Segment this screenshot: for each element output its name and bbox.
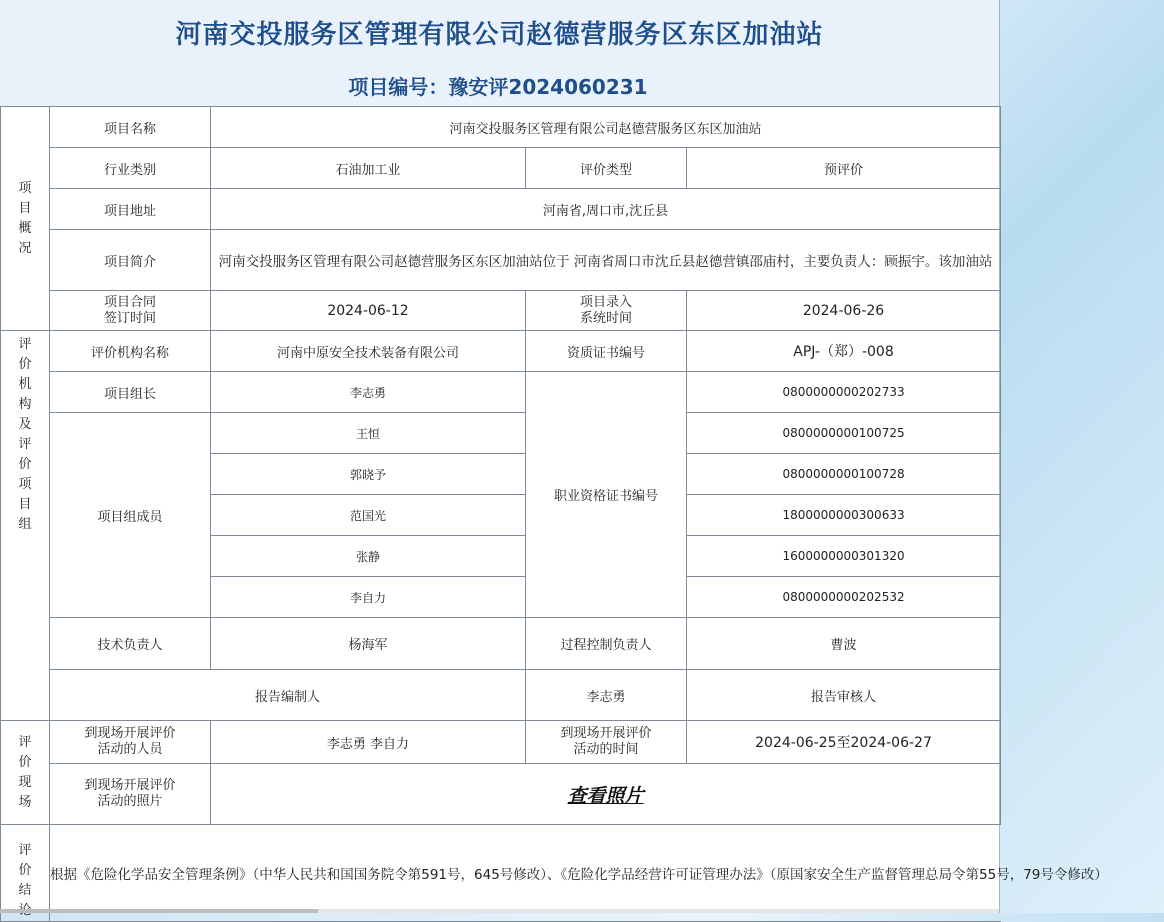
qualification-label: 职业资格证书编号 xyxy=(526,372,687,618)
member-name: 范国光 xyxy=(211,495,526,536)
site-time-label: 到现场开展评价 活动的时间 xyxy=(526,721,687,764)
member-name: 郭晓予 xyxy=(211,454,526,495)
row-conclusion xyxy=(1,825,1001,922)
section-org: 评 价 机 构 及 评 价 项 目 组 xyxy=(1,331,50,721)
member-name: 李自力 xyxy=(211,577,526,618)
project-name-label: 项目名称 xyxy=(50,107,211,148)
org-name-value: 河南中原安全技术装备有限公司 xyxy=(211,331,526,372)
industry-value: 石油加工业 xyxy=(211,148,526,189)
entry-date-label: 项目录入 系统时间 xyxy=(526,291,687,331)
entry-date-value: 2024-06-26 xyxy=(687,291,1001,331)
tech-lead-label: 技术负责人 xyxy=(50,618,211,670)
org-name-label: 评价机构名称 xyxy=(50,331,211,372)
leader-name: 李志勇 xyxy=(211,372,526,413)
intro-value: 河南交投服务区管理有限公司赵德营服务区东区加油站位于 河南省周口市沈丘县赵德营镇邵庙村，主要负责人：顾振宇。该加油站 xyxy=(211,230,1001,291)
leader-cert: 0800000000202733 xyxy=(687,372,1001,413)
leader-label: 项目组长 xyxy=(50,372,211,413)
scrollbar-thumb[interactable] xyxy=(0,909,318,913)
row-tech xyxy=(1,618,1001,670)
section-conclusion: 评 价 结 xyxy=(1,825,50,922)
cert-label: 资质证书编号 xyxy=(526,331,687,372)
row-site-people xyxy=(1,721,1001,764)
member-name: 张静 xyxy=(211,536,526,577)
member-cert: 0800000000100728 xyxy=(687,454,1001,495)
eval-type-label: 评价类型 xyxy=(526,148,687,189)
report-reviewer-label: 报告审核人 xyxy=(687,670,1001,721)
contract-date-value: 2024-06-12 xyxy=(211,291,526,331)
address-value: 河南省,周口市,沈丘县 xyxy=(211,189,1001,230)
site-time-value: 2024-06-25至2024-06-27 xyxy=(687,721,1001,764)
member-row xyxy=(1,413,1001,454)
eval-type-value: 预评价 xyxy=(687,148,1001,189)
process-lead-value: 曹波 xyxy=(687,618,1001,670)
member-name: 王恒 xyxy=(211,413,526,454)
site-photo-label: 到现场开展评价 活动的照片 xyxy=(50,764,211,825)
industry-label: 行业类别 xyxy=(50,148,211,189)
project-name-value: 河南交投服务区管理有限公司赵德营服务区东区加油站 xyxy=(211,107,1001,148)
member-cert: 1600000000301320 xyxy=(687,536,1001,577)
row-project-name xyxy=(1,107,1001,148)
view-photos-link[interactable]: 查看照片 xyxy=(567,784,644,807)
horizontal-scrollbar[interactable] xyxy=(0,909,999,913)
address-label: 项目地址 xyxy=(50,189,211,230)
process-lead-label: 过程控制负责人 xyxy=(526,618,687,670)
report-author-label: 报告编制人 xyxy=(50,670,526,721)
section-overview: 项 目 概 况 xyxy=(1,107,50,331)
member-cert: 0800000000100725 xyxy=(687,413,1001,454)
row-report xyxy=(1,670,1001,721)
member-cert: 0800000000202532 xyxy=(687,577,1001,618)
members-label: 项目组成员 xyxy=(50,413,211,618)
project-number: 项目编号：豫安评2024060231 xyxy=(348,75,648,99)
report-author-value: 李志勇 xyxy=(526,670,687,721)
row-industry xyxy=(1,148,1001,189)
row-leader xyxy=(1,372,1001,413)
site-photo-cell xyxy=(211,764,1001,825)
row-dates xyxy=(1,291,1001,331)
row-intro xyxy=(1,230,1001,291)
conclusion-text: 根据《危险化学品安全管理条例》（中华人民共和国国务院令第591号，645号修改）、《危险化学品经营许可证管理办法》（原国家安全生产监督管理总局令第55号，79号令修改） xyxy=(50,825,1001,922)
intro-label: 项目简介 xyxy=(50,230,211,291)
page-header xyxy=(0,0,999,106)
row-site-photos xyxy=(1,764,1001,825)
tech-lead-value: 杨海军 xyxy=(211,618,526,670)
page-title: 河南交投服务区管理有限公司赵德营服务区东区加油站 xyxy=(175,20,824,50)
site-people-label: 到现场开展评价 活动的人员 xyxy=(50,721,211,764)
row-org xyxy=(1,331,1001,372)
section-site: 评 价 现 场 xyxy=(1,721,50,825)
project-info-table xyxy=(0,106,1108,922)
contract-date-label: 项目合同 签订时间 xyxy=(50,291,211,331)
cert-value: APJ-（郑）-008 xyxy=(687,331,1001,372)
row-address xyxy=(1,189,1001,230)
site-people-value: 李志勇 李自力 xyxy=(211,721,526,764)
member-cert: 1800000000300633 xyxy=(687,495,1001,536)
